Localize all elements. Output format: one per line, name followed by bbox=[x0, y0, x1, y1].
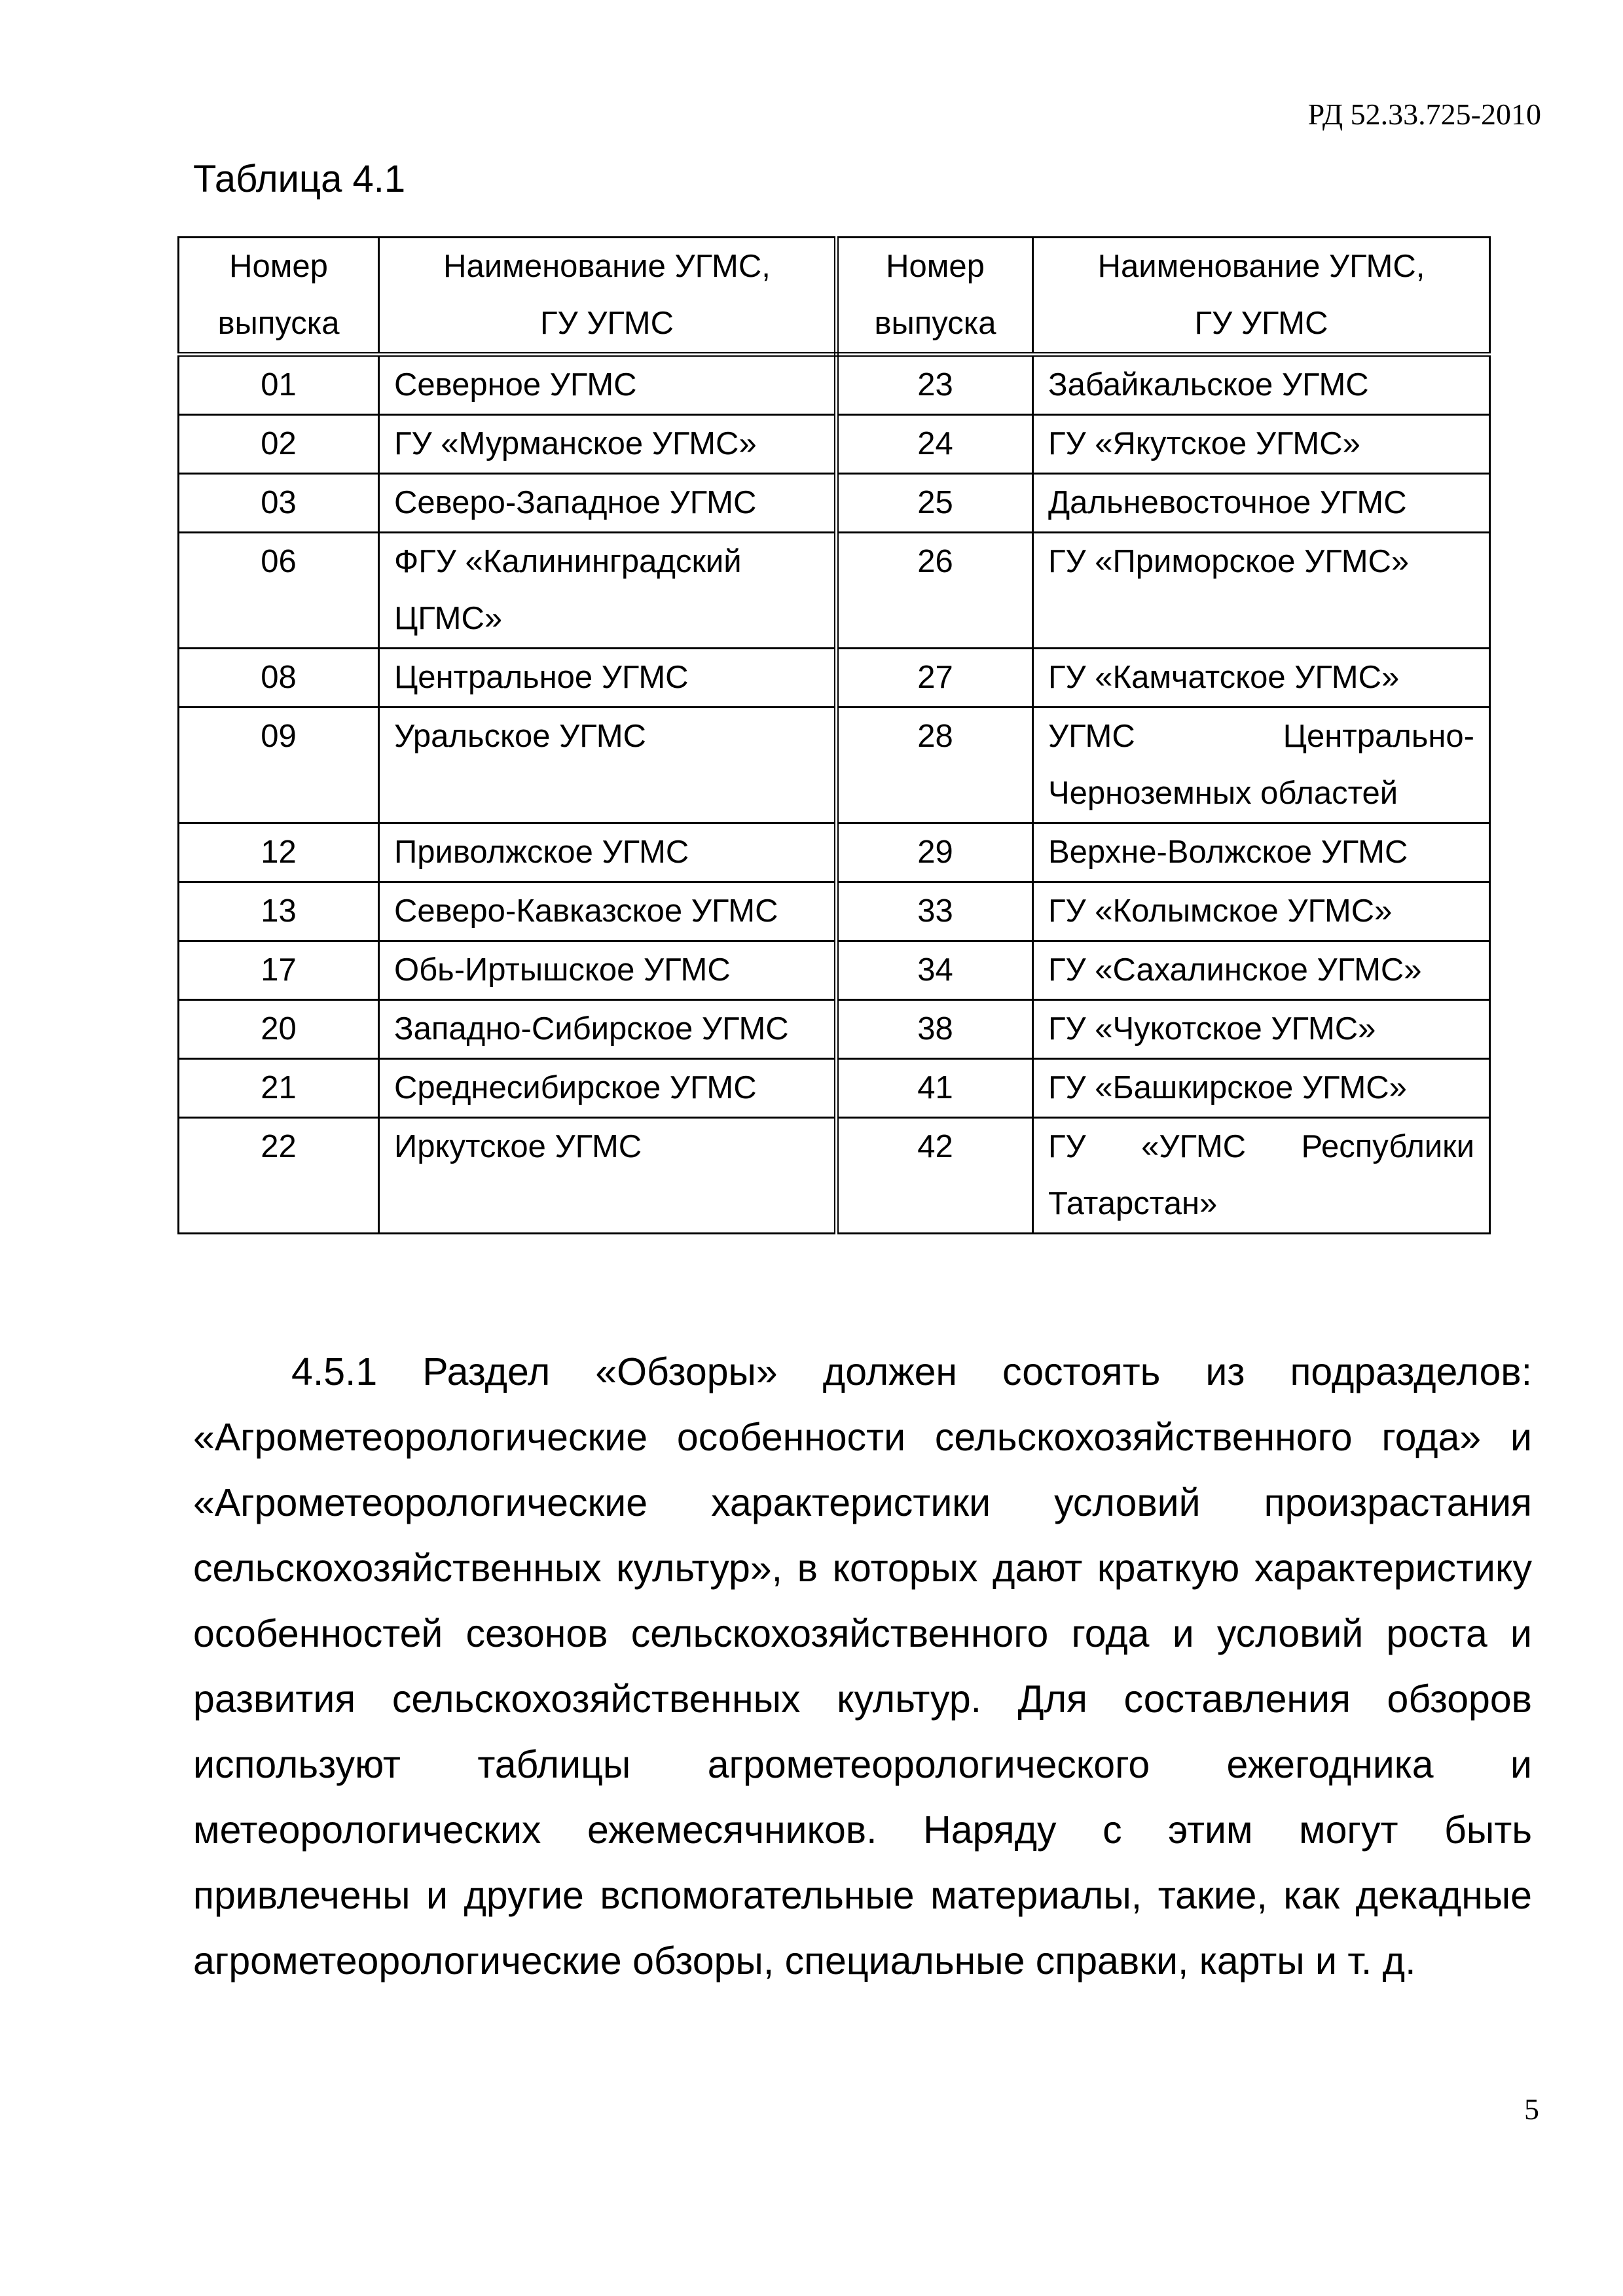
issue-number: 38 bbox=[837, 1000, 1033, 1059]
issue-number: 06 bbox=[179, 533, 379, 649]
section-paragraph: 4.5.1 Раздел «Обзоры» должен состоять из подразделов: «Агрометеорологические особенности сельскохозяйственного года» и «Агрометеорологические характеристики условий произрастания сельскохозяйственных культур», в которых дают краткую характеристику особенностей сезонов сельскохозяйственного года и условий роста и развития сельскохозяйственных культур. Для составления обзоров используют таблицы агрометеорологического ежегодника и метеорологических ежемесячников. Наряду с этим могут быть привлечены и другие вспомогательные материалы, такие, как декадные агрометеорологические обзоры, специальные справки, карты и т. д. bbox=[193, 1350, 1532, 1982]
table-caption: Таблица 4.1 bbox=[193, 158, 406, 200]
table-row bbox=[179, 708, 1490, 823]
ugms-name: Среднесибирское УГМС bbox=[379, 1059, 837, 1118]
ugms-name: ГУ «Башкирское УГМС» bbox=[1033, 1059, 1490, 1118]
table-header bbox=[179, 238, 1490, 355]
table-row bbox=[179, 415, 1490, 474]
issue-number: 01 bbox=[179, 355, 379, 415]
ugms-name: Забайкальское УГМС bbox=[1033, 355, 1490, 415]
header-number-left: Номер выпуска bbox=[179, 238, 379, 355]
ugms-name: УГМС Центрально-Черноземных областей bbox=[1033, 708, 1490, 823]
header-name-left: Наименование УГМС, ГУ УГМС bbox=[379, 238, 837, 355]
issue-number: 34 bbox=[837, 941, 1033, 1000]
ugms-name: ГУ «Приморское УГМС» bbox=[1033, 533, 1490, 649]
issue-number: 22 bbox=[179, 1118, 379, 1234]
ugms-name: Уральское УГМС bbox=[379, 708, 837, 823]
ugms-name: Северное УГМС bbox=[379, 355, 837, 415]
ugms-name: Верхне-Волжское УГМС bbox=[1033, 823, 1490, 882]
document-code: РД 52.33.725-2010 bbox=[1307, 98, 1541, 131]
table-row bbox=[179, 823, 1490, 882]
ugms-name: ГУ «УГМС Республики Татарстан» bbox=[1033, 1118, 1490, 1234]
table-row bbox=[179, 1118, 1490, 1234]
table-row bbox=[179, 1059, 1490, 1118]
table-body bbox=[179, 355, 1490, 1234]
issue-number: 25 bbox=[837, 474, 1033, 533]
ugms-name: ГУ «Колымское УГМС» bbox=[1033, 882, 1490, 941]
issue-number: 29 bbox=[837, 823, 1033, 882]
table-header-row bbox=[179, 238, 1490, 355]
ugms-name: Центральное УГМС bbox=[379, 649, 837, 708]
table-row bbox=[179, 649, 1490, 708]
page-number: 5 bbox=[1524, 2092, 1539, 2126]
ugms-name: Дальневосточное УГМС bbox=[1033, 474, 1490, 533]
header-number-right: Номер выпуска bbox=[837, 238, 1033, 355]
ugms-name: ГУ «Якутское УГМС» bbox=[1033, 415, 1490, 474]
issue-number: 23 bbox=[837, 355, 1033, 415]
issue-number: 26 bbox=[837, 533, 1033, 649]
issue-number: 24 bbox=[837, 415, 1033, 474]
ugms-name: Обь-Иртышское УГМС bbox=[379, 941, 837, 1000]
issue-number: 28 bbox=[837, 708, 1033, 823]
ugms-name: Приволжское УГМС bbox=[379, 823, 837, 882]
issue-number: 12 bbox=[179, 823, 379, 882]
header-name-right: Наименование УГМС, ГУ УГМС bbox=[1033, 238, 1490, 355]
issue-number: 41 bbox=[837, 1059, 1033, 1118]
ugms-name: ГУ «Чукотское УГМС» bbox=[1033, 1000, 1490, 1059]
issue-number: 09 bbox=[179, 708, 379, 823]
ugms-name: Иркутское УГМС bbox=[379, 1118, 837, 1234]
ugms-table bbox=[177, 236, 1491, 1234]
issue-number: 03 bbox=[179, 474, 379, 533]
issue-number: 13 bbox=[179, 882, 379, 941]
ugms-name: Северо-Западное УГМС bbox=[379, 474, 837, 533]
issue-number: 42 bbox=[837, 1118, 1033, 1234]
issue-number: 20 bbox=[179, 1000, 379, 1059]
table-row bbox=[179, 355, 1490, 415]
issue-number: 08 bbox=[179, 649, 379, 708]
table-row bbox=[179, 474, 1490, 533]
ugms-name: ГУ «Камчатское УГМС» bbox=[1033, 649, 1490, 708]
issue-number: 27 bbox=[837, 649, 1033, 708]
table-row bbox=[179, 1000, 1490, 1059]
ugms-name: ФГУ «Калининградский ЦГМС» bbox=[379, 533, 837, 649]
ugms-name: ГУ «Мурманское УГМС» bbox=[379, 415, 837, 474]
issue-number: 17 bbox=[179, 941, 379, 1000]
table-row bbox=[179, 941, 1490, 1000]
issue-number: 02 bbox=[179, 415, 379, 474]
table-row bbox=[179, 882, 1490, 941]
ugms-name: ГУ «Сахалинское УГМС» bbox=[1033, 941, 1490, 1000]
issue-number: 33 bbox=[837, 882, 1033, 941]
issue-number: 21 bbox=[179, 1059, 379, 1118]
ugms-name: Северо-Кавказское УГМС bbox=[379, 882, 837, 941]
ugms-name: Западно-Сибирское УГМС bbox=[379, 1000, 837, 1059]
table-row bbox=[179, 533, 1490, 649]
